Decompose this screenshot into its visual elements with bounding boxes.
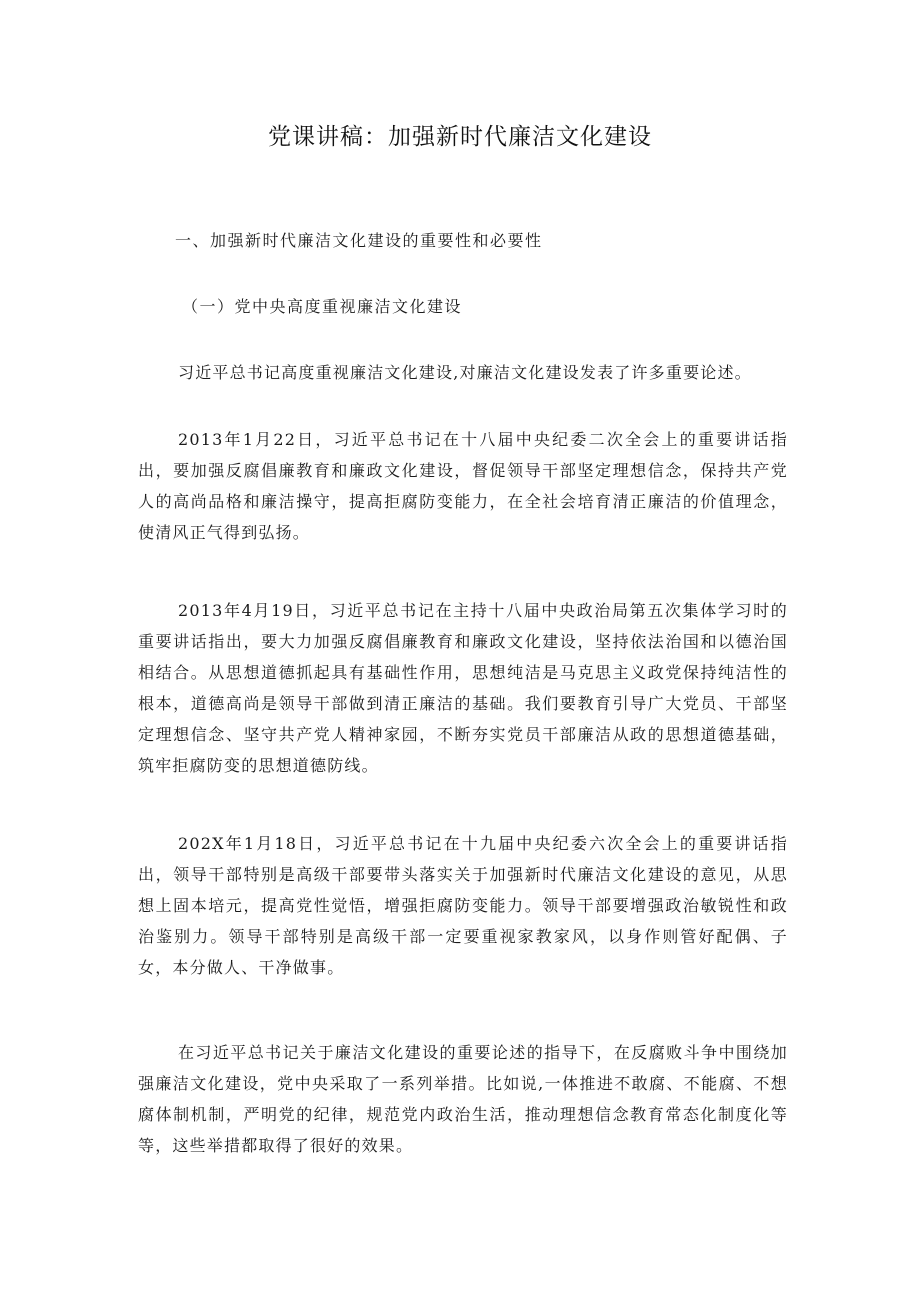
subsection-heading: （一）党中央高度重视廉洁文化建设 — [182, 297, 463, 316]
document-title: 党课讲稿：加强新时代廉洁文化建设 — [268, 124, 652, 150]
body-paragraph: 习近平总书记高度重视廉洁文化建设,对廉洁文化建设发表了许多重要论述。 — [178, 363, 752, 382]
body-paragraph: 2013年1月22日，习近平总书记在十八届中央纪委二次全会上的重要讲话指出，要加强反腐倡廉教育和廉政文化建设，督促领导干部坚定理想信念，保持共产党人的高尚品格和廉洁操守，提高拒腐防变能力，在全社会培育清正廉洁的价值理念，使清风正气得到弘扬。 — [138, 430, 788, 542]
body-paragraph: 在习近平总书记关于廉洁文化建设的重要论述的指导下，在反腐败斗争中围绕加强廉洁文化建设，党中央采取了一系列举措。比如说,一体推进不敢腐、不能腐、不想腐体制机制，严明党的纪律，规范党内政治生活，推动理想信念教育常态化制度化等等，这些举措都取得了很好的效果。 — [138, 1043, 788, 1155]
body-paragraph: 202X年1月18日，习近平总书记在十九届中央纪委六次全会上的重要讲话指出，领导干部特别是高级干部要带头落实关于加强新时代廉洁文化建设的意见，从思想上固本培元，提高党性觉悟，增强拒腐防变能力。领导干部要增强政治敏锐性和政治鉴别力。领导干部特别是高级干部一定要重视家教家风，以身作则管好配偶、子女，本分做人、干净做事。 — [138, 834, 788, 977]
section-heading: 一、加强新时代廉洁文化建设的重要性和必要性 — [175, 231, 543, 250]
body-paragraph: 2013年4月19日，习近平总书记在主持十八届中央政治局第五次集体学习时的重要讲话指出，要大力加强反腐倡廉教育和廉政文化建设，坚持依法治国和以德治国相结合。从思想道德抓起具有基础性作用，思想纯洁是马克思主义政党保持纯洁性的根本，道德高尚是领导干部做到清正廉洁的基础。我们要教育引导广大党员、干部坚定理想信念、坚守共产党人精神家园，不断夯实党员干部廉洁从政的思想道德基础，筑牢拒腐防变的思想道德防线。 — [138, 601, 788, 775]
